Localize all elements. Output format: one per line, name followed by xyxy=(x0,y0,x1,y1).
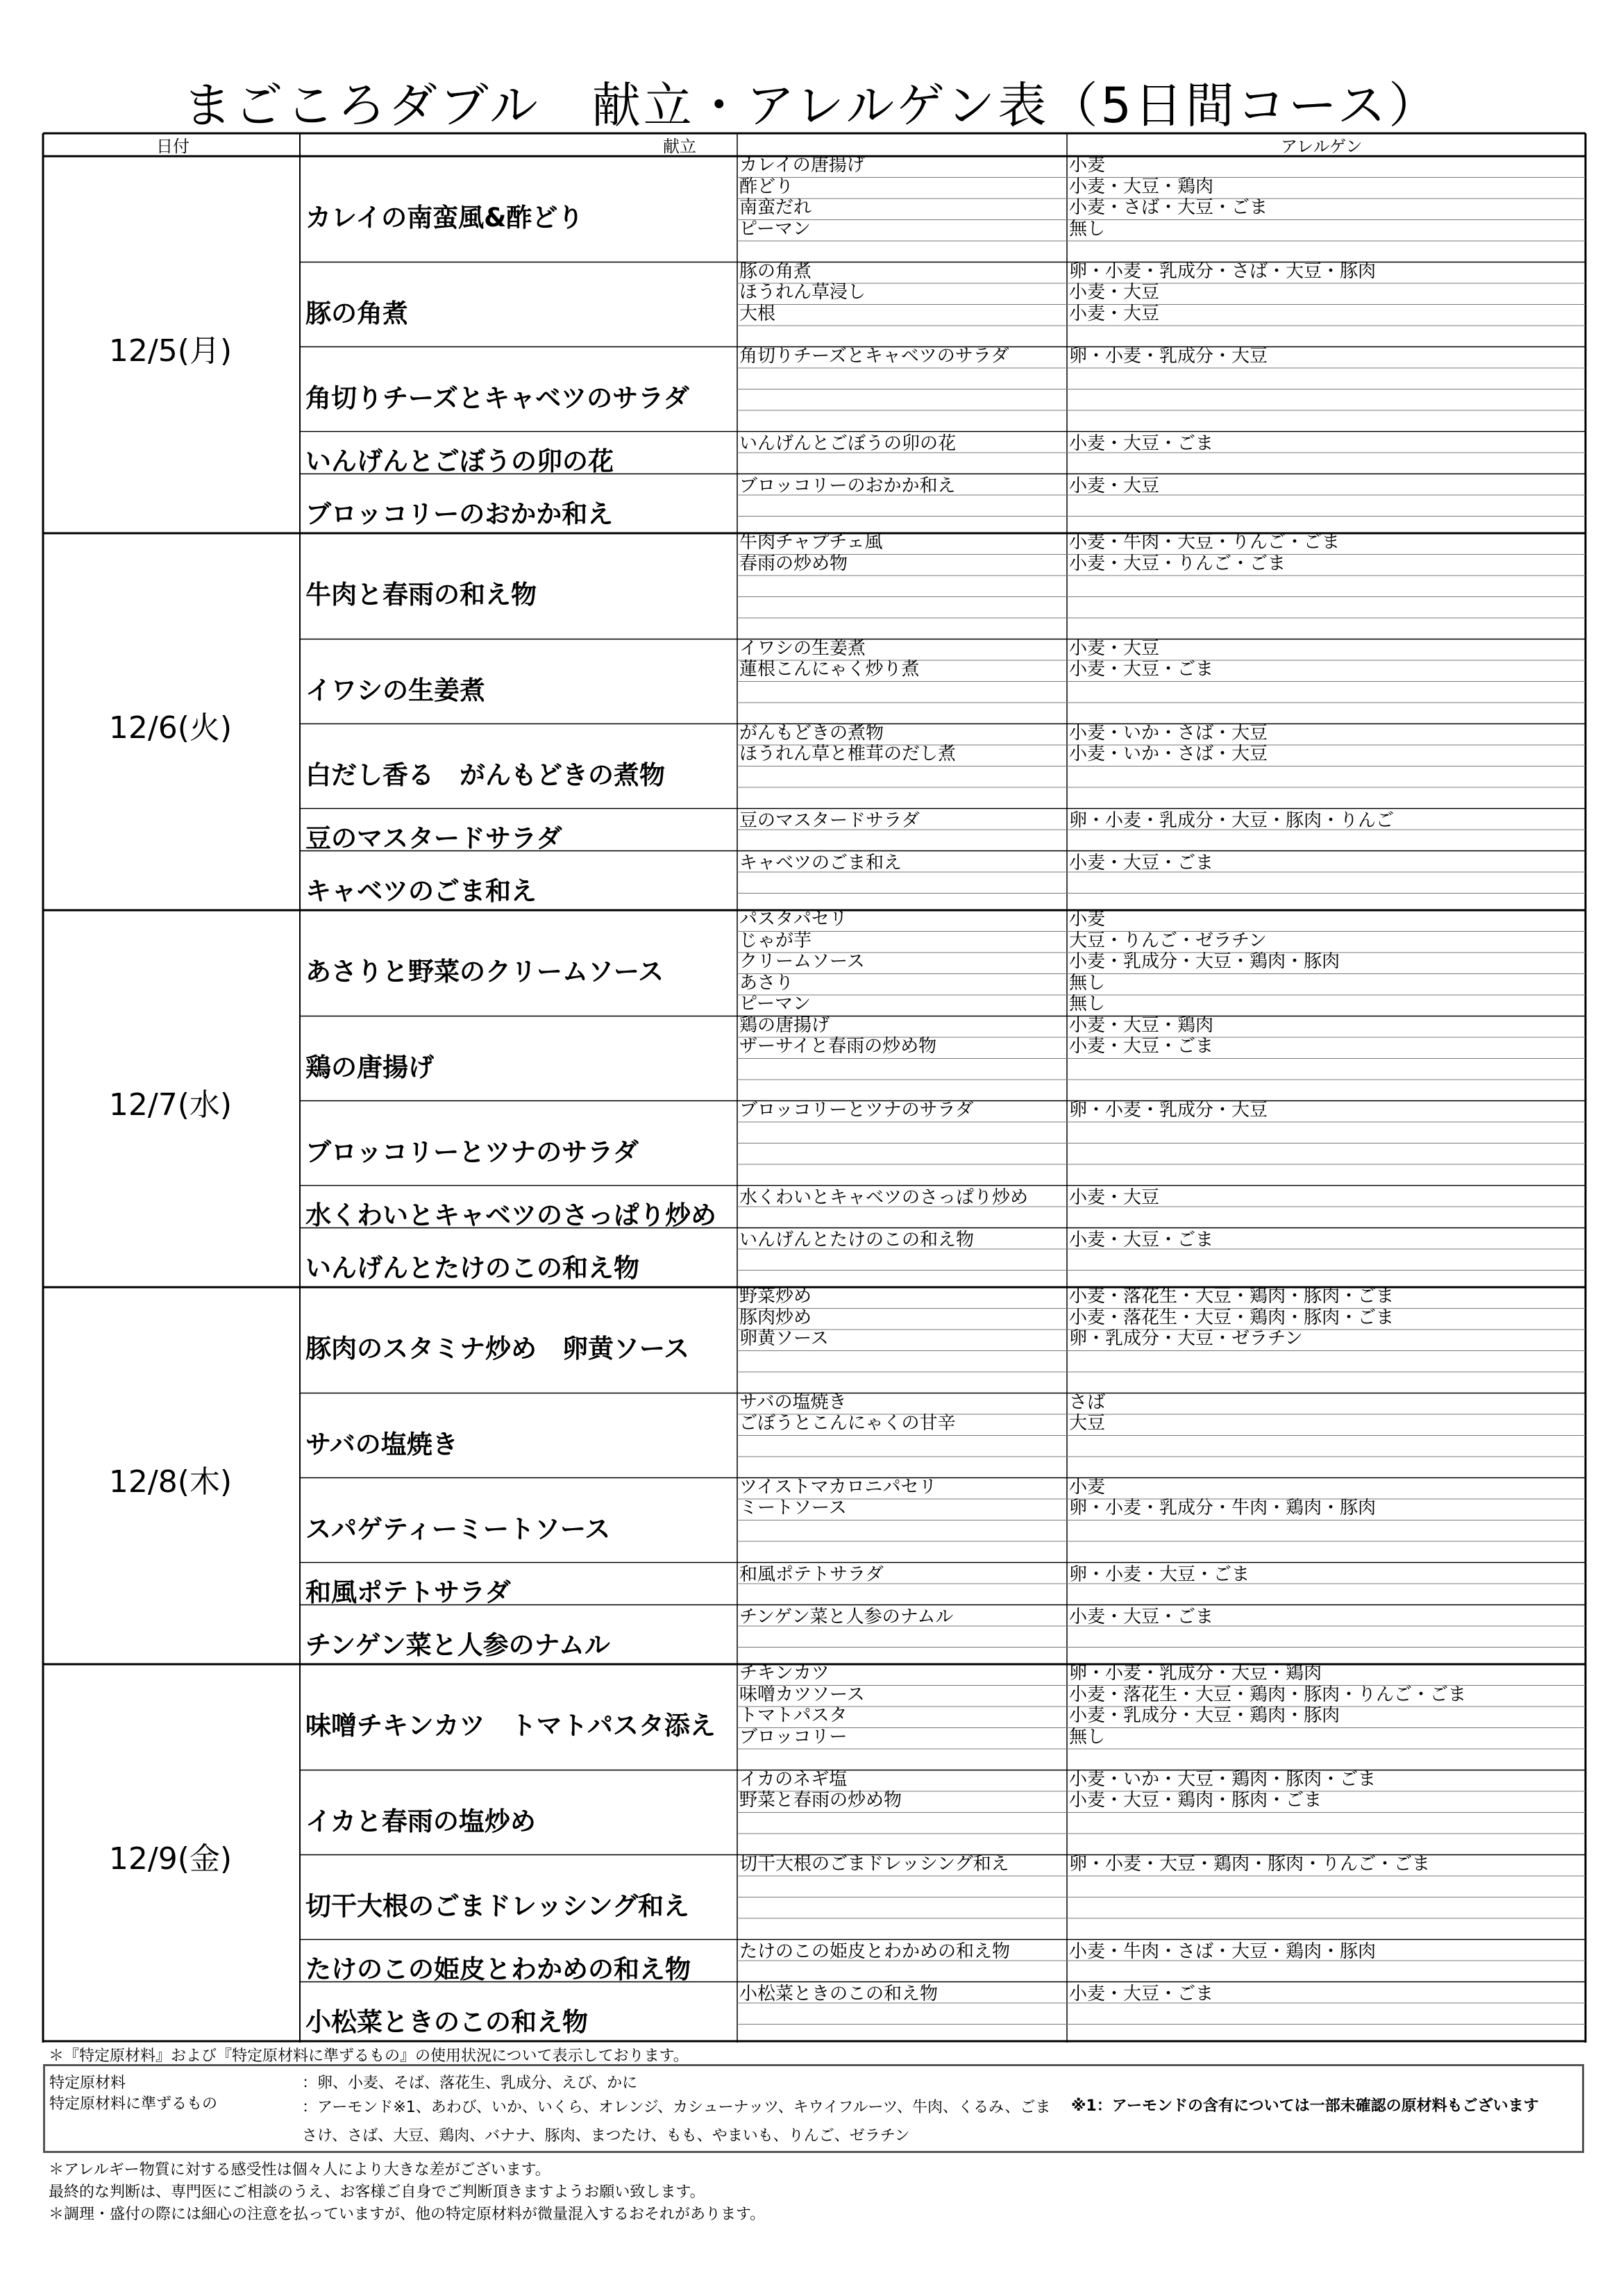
dish-name: 切干大根のごまドレッシング和え xyxy=(305,1891,689,1921)
allergen-list: 小麦・大豆・鶏肉 xyxy=(1069,176,1214,197)
component-name: サバの塩焼き xyxy=(739,1391,847,1413)
component-name: たけのこの姫皮とわかめの和え物 xyxy=(739,1941,1011,1962)
allergen-list: 小麦・大豆 xyxy=(1069,475,1160,496)
component-name: いんげんとごぼうの卯の花 xyxy=(739,433,957,454)
component-name: 角切りチーズとキャベツのサラダ xyxy=(739,345,1009,367)
component-name: ピーマン xyxy=(739,994,811,1014)
component-name: パスタパセリ xyxy=(739,909,848,930)
allergen-list: 卵・小麦・乳成分・大豆・豚肉・りんご xyxy=(1069,810,1395,831)
allergen-list: 小麦・いか・さば・大豆 xyxy=(1069,744,1268,764)
allergen-list: 小麦・大豆・鶏肉 xyxy=(1069,1014,1214,1036)
allergen-list: 卵・小麦・大豆・ごま xyxy=(1069,1564,1250,1585)
component-name: ごぼうとこんにゃくの甘辛 xyxy=(739,1413,956,1434)
component-name: カレイの唐揚げ xyxy=(739,155,865,176)
component-name: チンゲン菜と人参のナムル xyxy=(739,1606,954,1627)
allergen-list: 小麦・大豆・鶏肉・豚肉・ごま xyxy=(1069,1790,1322,1811)
dish-name: 牛肉と春雨の和え物 xyxy=(305,580,537,610)
component-name: 大根 xyxy=(739,303,776,324)
allergen-list: 小麦・乳成分・大豆・鶏肉・豚肉 xyxy=(1069,951,1340,972)
component-name: 酢どり xyxy=(739,176,794,197)
page-title: まごころダブル 献立・アレルゲン表（5日間コース） xyxy=(183,77,1440,134)
component-name: ツイストマカロニパセリ xyxy=(739,1476,937,1498)
allergen-list: 小麦・落花生・大豆・鶏肉・豚肉・ごま xyxy=(1069,1286,1395,1307)
component-name: あさり xyxy=(739,972,794,994)
dish-name: 小松菜ときのこの和え物 xyxy=(305,2007,588,2038)
note-contamination: ＊調理・盛付の際には細心の注意を払っていますが、他の特定原材料が微量混入するおそれがあります。 xyxy=(49,2206,766,2223)
allergen-list: 卵・小麦・乳成分・大豆・鶏肉 xyxy=(1069,1663,1322,1684)
dish-name: いんげんとたけのこの和え物 xyxy=(305,1253,639,1284)
component-name: ブロッコリーとツナのサラダ xyxy=(739,1099,974,1121)
allergen-list: 小麦・大豆・ごま xyxy=(1069,1229,1214,1250)
allergen-list: 小麦・大豆・ごま xyxy=(1069,1606,1214,1627)
dish-name: チンゲン菜と人参のナムル xyxy=(305,1630,610,1661)
allergen-list: 小麦・大豆・ごま xyxy=(1069,1036,1214,1057)
component-name: ほうれん草浸し xyxy=(739,282,866,303)
equivalent-value-2: さけ、さば、大豆、鶏肉、バナナ、豚肉、まつたけ、もも、やまいも、りんご、ゼラチン xyxy=(302,2127,910,2145)
dish-name: 水くわいとキャベツのさっぱり炒め xyxy=(305,1200,716,1230)
component-name: ブロッコリーのおかか和え xyxy=(739,475,956,496)
allergen-list: 小麦 xyxy=(1069,909,1106,930)
allergen-list: 無し xyxy=(1069,1726,1106,1748)
allergen-list: 小麦・大豆 xyxy=(1069,282,1160,303)
day-date: 12/8(木) xyxy=(108,1464,233,1500)
allergen-list: 小麦・牛肉・大豆・りんご・ごま xyxy=(1069,532,1340,553)
allergen-list: 卵・小麦・乳成分・大豆 xyxy=(1069,1099,1268,1121)
day-date: 12/6(火) xyxy=(108,710,233,746)
component-name: 牛肉チャプチェ風 xyxy=(739,532,883,553)
component-name: 卵黄ソース xyxy=(739,1328,829,1349)
dish-name: 鶏の唐揚げ xyxy=(305,1052,434,1082)
dish-name: ブロッコリーのおかか和え xyxy=(305,499,614,530)
component-name: ザーサイと春雨の炒め物 xyxy=(739,1036,937,1057)
allergen-list: 大豆 xyxy=(1069,1413,1106,1434)
allergen-list: 小麦・大豆・ごま xyxy=(1069,1983,1214,2004)
dish-name: 味噌チキンカツ トマトパスタ添え xyxy=(305,1711,716,1741)
dish-name: サバの塩焼き xyxy=(305,1429,458,1459)
allergen-list: 小麦・大豆・ごま xyxy=(1069,659,1214,680)
allergen-list: 小麦・乳成分・大豆・鶏肉・豚肉 xyxy=(1069,1705,1340,1726)
component-name: ピーマン xyxy=(739,218,811,240)
allergen-list: 小麦・落花生・大豆・鶏肉・豚肉・りんご・ごま xyxy=(1069,1684,1467,1705)
allergen-list: 小麦・大豆 xyxy=(1069,303,1160,324)
component-name: チキンカツ xyxy=(739,1663,830,1684)
component-name: キャベツのごま和え xyxy=(739,852,902,873)
dish-name: 角切りチーズとキャベツのサラダ xyxy=(305,383,689,413)
allergen-list: さば xyxy=(1069,1391,1106,1413)
day-date: 12/7(水) xyxy=(108,1087,233,1123)
component-name: クリームソース xyxy=(739,951,865,972)
equivalent-label: 特定原材料に準ずるもの xyxy=(49,2095,218,2113)
allergen-list: 小麦・大豆・ごま xyxy=(1069,852,1214,873)
allergen-list: 無し xyxy=(1069,994,1106,1014)
component-name: 蓮根こんにゃく炒り煮 xyxy=(739,659,920,680)
specific-value: ：卵、小麦、そば、落花生、乳成分、えび、かに xyxy=(302,2075,638,2092)
component-name: 和風ポテトサラダ xyxy=(739,1564,884,1585)
equivalent-value-1: ：アーモンド※1、あわび、いか、いくら、オレンジ、カシューナッツ、キウイフルーツ、牛肉、くるみ、ごま xyxy=(302,2099,1051,2116)
component-name: じゃが芋 xyxy=(739,930,812,951)
specific-label: 特定原材料 xyxy=(49,2075,126,2092)
dish-name: 和風ポテトサラダ xyxy=(305,1577,511,1607)
allergen-list: 小麦・大豆・ごま xyxy=(1069,433,1214,454)
component-name: 南蛮だれ xyxy=(739,197,812,218)
allergen-list: 卵・小麦・乳成分・さば・大豆・豚肉 xyxy=(1069,260,1377,282)
allergen-list: 小麦・いか・さば・大豆 xyxy=(1069,722,1268,744)
component-name: ブロッコリー xyxy=(739,1726,848,1748)
allergen-list: 小麦・いか・大豆・鶏肉・豚肉・ごま xyxy=(1069,1768,1377,1790)
dish-name: あさりと野菜のクリームソース xyxy=(305,957,664,987)
allergen-list: 小麦・大豆・りんご・ごま xyxy=(1069,553,1286,574)
component-name: がんもどきの煮物 xyxy=(739,722,884,744)
dish-name: スパゲティーミートソース xyxy=(305,1514,611,1544)
component-name: 春雨の炒め物 xyxy=(739,553,848,574)
component-name: ミートソース xyxy=(739,1498,847,1518)
allergen-list: 小麦・牛肉・さば・大豆・鶏肉・豚肉 xyxy=(1069,1941,1377,1962)
allergen-list: 卵・乳成分・大豆・ゼラチン xyxy=(1069,1328,1303,1349)
dish-name: カレイの南蛮風&酢どり xyxy=(305,203,584,233)
dish-name: たけのこの姫皮とわかめの和え物 xyxy=(305,1954,691,1984)
component-name: イカのネギ塩 xyxy=(739,1768,848,1790)
allergen-list: 無し xyxy=(1069,218,1106,240)
component-name: 野菜炒め xyxy=(739,1286,812,1307)
dish-name: いんげんとごぼうの卯の花 xyxy=(305,446,614,476)
day-date: 12/9(金) xyxy=(108,1841,233,1877)
component-name: いんげんとたけのこの和え物 xyxy=(739,1229,975,1250)
header-allergen: アレルゲン xyxy=(1281,137,1363,156)
component-name: 味噌カツソース xyxy=(739,1684,865,1705)
component-name: 水くわいとキャベツのさっぱり炒め xyxy=(739,1187,1029,1208)
component-name: 豆のマスタードサラダ xyxy=(739,810,920,831)
allergen-list: 小麦 xyxy=(1069,155,1106,176)
component-name: 豚肉炒め xyxy=(739,1307,812,1328)
allergen-list: 大豆・りんご・ゼラチン xyxy=(1069,930,1267,951)
allergen-list: 卵・小麦・乳成分・牛肉・鶏肉・豚肉 xyxy=(1069,1498,1377,1518)
component-name: トマトパスタ xyxy=(739,1705,848,1726)
allergen-list: 卵・小麦・乳成分・大豆 xyxy=(1069,345,1268,367)
dish-name: 豚肉のスタミナ炒め 卵黄ソース xyxy=(305,1334,690,1364)
allergen-list: 卵・小麦・大豆・鶏肉・豚肉・りんご・ごま xyxy=(1069,1853,1431,1875)
dish-name: イワシの生姜煮 xyxy=(305,675,485,705)
header-menu: 献立 xyxy=(663,137,696,156)
dish-name: 豚の角煮 xyxy=(305,298,408,328)
dish-name: イカと春雨の塩炒め xyxy=(305,1806,536,1836)
dish-name: ブロッコリーとツナのサラダ xyxy=(305,1137,639,1167)
allergen-list: 小麦・さば・大豆・ごま xyxy=(1069,197,1268,218)
dish-name: 白だし香る がんもどきの煮物 xyxy=(305,760,665,790)
component-name: 切干大根のごまドレッシング和え xyxy=(739,1853,1009,1875)
component-name: 野菜と春雨の炒め物 xyxy=(739,1790,902,1811)
allergen-list: 小麦・大豆 xyxy=(1069,1187,1160,1208)
allergen-list: 小麦 xyxy=(1069,1476,1106,1498)
allergen-list: 無し xyxy=(1069,972,1106,994)
component-name: 鶏の唐揚げ xyxy=(739,1014,830,1036)
allergen-legend-box xyxy=(43,2064,1584,2153)
allergen-list: 小麦・落花生・大豆・鶏肉・豚肉・ごま xyxy=(1069,1307,1395,1328)
header-date: 日付 xyxy=(156,137,190,156)
almond-note: ※1：アーモンドの含有については一部未確認の原材料もございます xyxy=(1071,2097,1539,2115)
allergen-list: 小麦・大豆 xyxy=(1069,637,1160,659)
dish-name: 豆のマスタードサラダ xyxy=(305,823,562,853)
dish-name: キャベツのごま和え xyxy=(305,876,537,907)
component-name: ほうれん草と椎茸のだし煮 xyxy=(739,744,957,764)
note-intro: ＊『特定原材料』および『特定原材料に準ずるもの』の使用状況について表示しております。 xyxy=(49,2047,689,2065)
component-name: 豚の角煮 xyxy=(739,260,812,282)
component-name: 小松菜ときのこの和え物 xyxy=(739,1983,939,2004)
day-date: 12/5(月) xyxy=(108,333,233,369)
note-sensitivity: ＊アレルギー物質に対する感受性は個々人により大きな差がございます。 xyxy=(49,2161,550,2179)
component-name: イワシの生姜煮 xyxy=(739,637,866,659)
note-judgement: 最終的な判断は、専門医にご相談のうえ、お客様ご自身でご判断頂きますようお願い致します。 xyxy=(49,2184,705,2201)
